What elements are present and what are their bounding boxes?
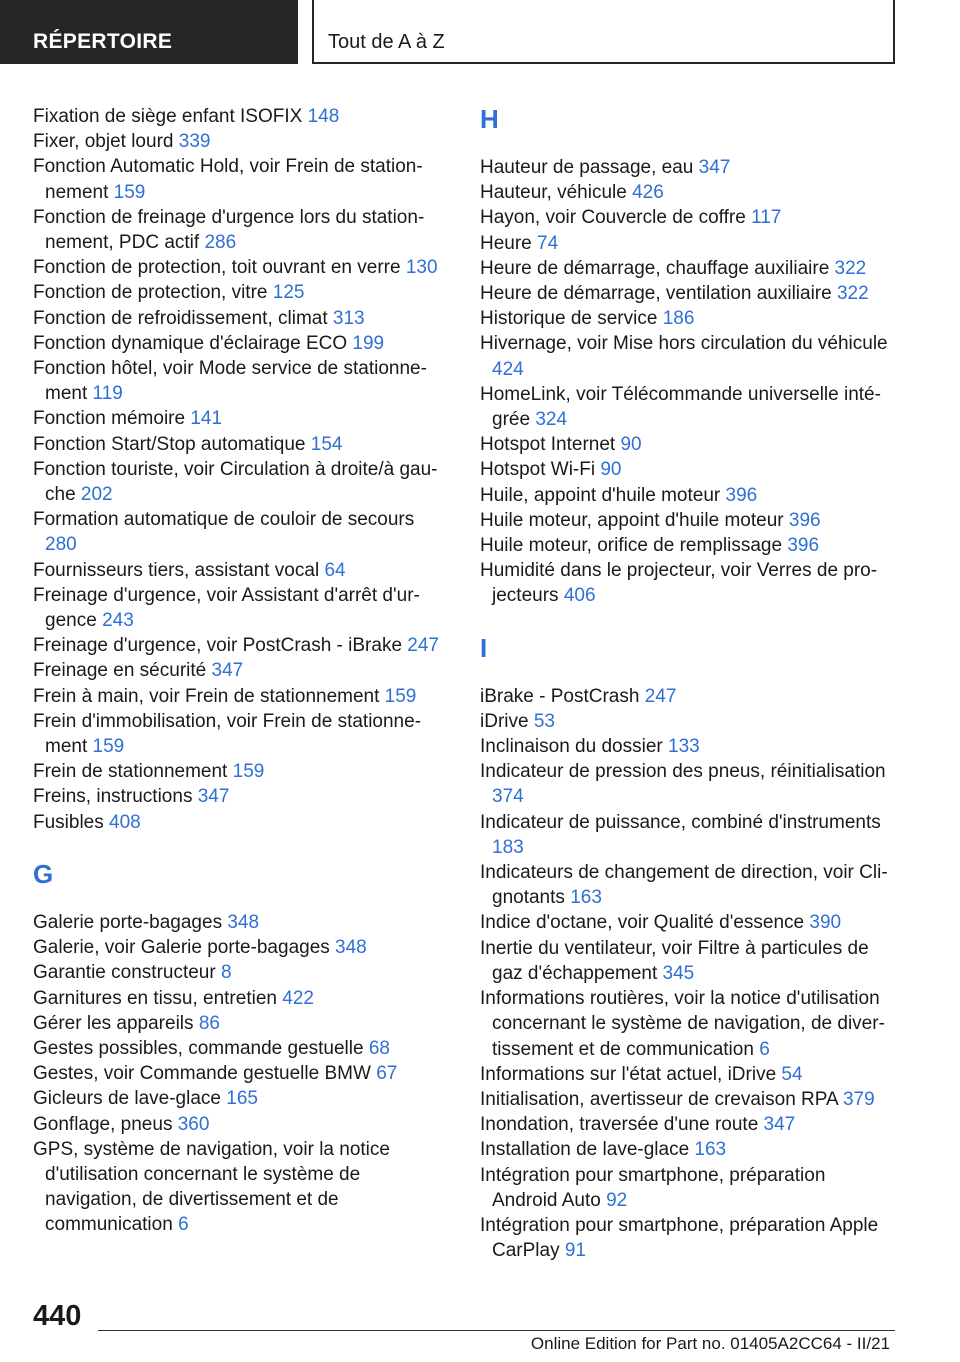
page-reference-link[interactable]: 8 [220, 962, 232, 984]
index-entry-text: Huile moteur, appoint d'huile moteur [480, 509, 784, 531]
index-column-right [480, 104, 890, 1263]
page-reference-link[interactable]: 133 [668, 736, 700, 758]
index-entry [480, 910, 890, 935]
page-reference-link[interactable]: 347 [197, 786, 230, 808]
index-entry [480, 860, 890, 910]
index-entry-text: Frein à main, voir Frein de stationnement [33, 685, 380, 707]
index-entry [33, 129, 443, 154]
page-reference-link[interactable]: 90 [600, 459, 622, 481]
page-reference-link[interactable]: 183 [492, 836, 524, 858]
index-entry [480, 483, 890, 508]
index-entry-text: Inondation, traversée d'une route [480, 1114, 759, 1136]
index-entry [33, 633, 443, 658]
index-entry [480, 231, 890, 256]
index-entry-text: Hauteur, véhicule [480, 182, 627, 204]
index-entry-text: Indice d'octane, voir Qualité d'essence [480, 912, 805, 934]
index-entry-text: iBrake - PostCrash [480, 685, 640, 707]
page-reference-link[interactable]: 424 [492, 358, 524, 380]
page-reference-link[interactable]: 199 [352, 332, 385, 354]
page-reference-link[interactable]: 202 [80, 484, 113, 506]
index-entry-text: Frein de stationnement [33, 761, 228, 783]
page-reference-link[interactable]: 406 [563, 585, 596, 607]
page-reference-link[interactable]: 74 [537, 232, 559, 254]
index-entry [33, 1112, 443, 1137]
index-entry-text: Initialisation, avertisseur de crevaison RPA [480, 1088, 838, 1110]
page-reference-link[interactable]: 68 [368, 1037, 390, 1059]
index-entry-text: Fixer, objet lourd [33, 131, 174, 153]
page-reference-link[interactable]: 92 [606, 1189, 628, 1211]
index-entry-text: Garnitures en tissu, entretien [33, 987, 277, 1009]
index-entry-text: HomeLink, voir Télécommande universelle intégrée [480, 383, 881, 431]
index-entry-text: Informations sur l'état actuel, iDrive [480, 1063, 777, 1085]
index-entry [480, 734, 890, 759]
page-reference-link[interactable]: 322 [834, 257, 867, 279]
edition-note: Online Edition for Part no. 01405A2CC64 - II/21 [530, 1334, 890, 1353]
index-entry-text: Heure de démarrage, ventilation auxiliaire [480, 283, 832, 305]
index-entry [480, 180, 890, 205]
index-entry-text: Indicateur de puissance, combiné d'instruments [480, 811, 881, 833]
index-entry [33, 104, 443, 129]
page-reference-link[interactable]: 345 [662, 962, 695, 984]
index-column-left [33, 104, 443, 1238]
index-entry [33, 154, 443, 204]
index-entry-text: Galerie, voir Galerie porte-bagages [33, 937, 330, 959]
footer-divider [98, 1330, 895, 1331]
index-entry [480, 936, 890, 986]
page-reference-link[interactable]: 347 [211, 660, 244, 682]
index-entry [33, 935, 443, 960]
page-reference-link[interactable]: 396 [788, 509, 821, 531]
index-entry [480, 1137, 890, 1162]
index-entry-text: Fixation de siège enfant ISOFIX [33, 106, 303, 127]
page-reference-link[interactable]: 422 [282, 987, 314, 1009]
page-number: 440 [33, 1300, 82, 1332]
index-entry [480, 1112, 890, 1137]
index-entry [33, 331, 443, 356]
index-entry [480, 684, 890, 709]
page-reference-link[interactable]: 348 [335, 937, 367, 959]
index-entry [33, 709, 443, 759]
page-reference-link[interactable]: 390 [809, 912, 842, 934]
index-entry [33, 558, 443, 583]
page-reference-link[interactable]: 396 [725, 484, 758, 506]
page-reference-link[interactable]: 159 [92, 736, 125, 758]
page-reference-link[interactable]: 163 [570, 887, 602, 909]
page-reference-link[interactable]: 374 [492, 786, 524, 808]
index-entry [480, 508, 890, 533]
index-entry [33, 306, 443, 331]
index-entry-text: Galerie porte-bagages [33, 911, 223, 933]
index-entry-text: GPS, système de navigation, voir la notice d'utilisation concernant le système de navigation, de divertissement et de communication [33, 1138, 390, 1236]
index-entry [33, 205, 443, 255]
index-entry-text: Fonction de protection, vitre [33, 282, 268, 304]
index-entry-text: Heure de démarrage, chauffage auxiliaire [480, 257, 830, 279]
index-entry-text: Fonction de refroidissement, climat [33, 307, 328, 329]
page-reference-link[interactable]: 53 [533, 710, 555, 732]
index-entry-text: Gestes possibles, commande gestuelle [33, 1037, 364, 1059]
index-entry-text: Hotspot Internet [480, 434, 616, 456]
index-entry [33, 255, 443, 280]
index-letter-heading: G [33, 858, 54, 889]
index-entry [480, 1087, 890, 1112]
index-entry [33, 759, 443, 784]
page-reference-link[interactable]: 159 [232, 761, 265, 783]
page-reference-link[interactable]: 6 [178, 1214, 189, 1236]
index-entry [33, 1086, 443, 1111]
page-reference-link[interactable]: 243 [102, 610, 134, 632]
index-entry-text: Gestes, voir Commande gestuelle BMW [33, 1063, 371, 1085]
page-reference-link[interactable]: 339 [178, 131, 211, 153]
page-reference-link[interactable]: 348 [227, 911, 260, 933]
index-entry-text: Hotspot Wi-Fi [480, 459, 596, 481]
index-entry-text: Formation automatique de couloir de secours [33, 509, 415, 531]
page-reference-link[interactable]: 280 [45, 534, 77, 556]
index-entry [33, 1061, 443, 1086]
index-entry-text: Fonction Automatic Hold, voir Frein de stationnement [33, 156, 423, 203]
page-reference-link[interactable]: 130 [405, 257, 438, 279]
page-reference-link[interactable]: 6 [759, 1038, 770, 1060]
section-tab: RÉPERTOIRE [0, 0, 298, 64]
index-entry [33, 356, 443, 406]
page-reference-link[interactable]: 86 [198, 1012, 220, 1034]
page-reference-link[interactable]: 163 [694, 1139, 727, 1161]
index-entry [480, 331, 890, 381]
index-entry-text: Freinage d'urgence, voir Assistant d'arrêt d'urgence [33, 584, 420, 632]
page-reference-link[interactable]: 54 [781, 1063, 803, 1085]
index-entry-text: Historique de service [480, 308, 658, 330]
page-reference-link[interactable]: 247 [407, 635, 439, 657]
page-reference-link[interactable]: 90 [620, 434, 642, 456]
page-reference-link[interactable]: 347 [698, 157, 731, 178]
page-reference-link[interactable]: 186 [662, 308, 695, 330]
index-entry [480, 382, 890, 432]
page-reference-link[interactable]: 154 [310, 433, 343, 455]
page-reference-link[interactable]: 347 [763, 1114, 796, 1136]
index-entry-text: Intégration pour smartphone, préparation Android Auto [480, 1164, 826, 1211]
index-entry [33, 1036, 443, 1061]
index-entry-text: Intégration pour smartphone, préparation Apple CarPlay [480, 1214, 879, 1262]
index-entry [33, 280, 443, 305]
index-entry-text: Fonction Start/Stop automatique [33, 433, 306, 455]
page-reference-link[interactable]: 141 [190, 408, 223, 430]
index-entry-text: Fonction dynamique d'éclairage ECO [33, 332, 348, 354]
index-entry [33, 583, 443, 633]
index-group-g [33, 910, 443, 1238]
index-entry-text: Humidité dans le projecteur, voir Verres de projecteurs [480, 560, 878, 607]
index-entry [33, 432, 443, 457]
index-group-i [480, 684, 890, 1264]
index-entry-text: Frein d'immobilisation, voir Frein de stationnement [33, 710, 422, 758]
index-entry-text: Hivernage, voir Mise hors circulation du véhicule [480, 333, 888, 355]
page-reference-link[interactable]: 119 [92, 383, 123, 405]
index-entry [480, 709, 890, 734]
index-entry [33, 910, 443, 935]
page-reference-link[interactable]: 247 [644, 685, 677, 707]
index-group-h [480, 155, 890, 609]
page-reference-link[interactable]: 165 [226, 1088, 258, 1110]
index-letter-heading: H [480, 104, 499, 134]
page-header [0, 0, 960, 66]
index-entry [480, 1062, 890, 1087]
index-entry [480, 281, 890, 306]
index-entry [480, 986, 890, 1062]
index-entry [33, 1137, 443, 1238]
page-reference-link[interactable]: 148 [307, 106, 340, 127]
index-group-f [33, 104, 443, 835]
page-reference-link[interactable]: 313 [332, 307, 365, 329]
page-reference-link[interactable]: 286 [204, 232, 237, 254]
page-reference-link[interactable]: 117 [751, 207, 782, 229]
index-entry [480, 810, 890, 860]
page-reference-link[interactable]: 159 [384, 685, 417, 707]
index-entry-text: Installation de lave-glace [480, 1139, 690, 1161]
index-entry-text: Heure [480, 232, 532, 254]
index-entry-text: Hauteur de passage, eau [480, 157, 694, 178]
index-entry-text: iDrive [480, 710, 529, 732]
index-entry-text: Fonction hôtel, voir Mode service de stationnement [33, 358, 427, 405]
index-entry-text: Informations routières, voir la notice d'utilisation concernant le système de navigation, de divertissement et de communication [480, 988, 885, 1060]
index-entry [480, 759, 890, 809]
index-entry-text: Indicateur de pression des pneus, réinitialisation [480, 761, 886, 783]
page-reference-link[interactable]: 125 [272, 282, 305, 304]
page-reference-link[interactable]: 159 [113, 181, 146, 203]
index-entry-text: Fonction touriste, voir Circulation à droite/à gauche [33, 458, 438, 506]
index-entry [480, 1213, 890, 1263]
index-entry [33, 684, 443, 709]
page-reference-link[interactable]: 396 [787, 535, 820, 557]
index-entry [33, 784, 443, 809]
index-entry-text: Indicateurs de changement de direction, voir Clignotants [480, 862, 888, 909]
index-entry [33, 507, 443, 557]
page-reference-link[interactable]: 91 [564, 1240, 586, 1262]
page-reference-link[interactable]: 67 [376, 1063, 398, 1085]
index-entry-text: Fusibles [33, 811, 104, 833]
index-entry-text: Gicleurs de lave-glace [33, 1088, 221, 1110]
index-entry [480, 457, 890, 482]
index-entry [33, 960, 443, 985]
index-entry-text: Hayon, voir Couvercle de coffre [480, 207, 746, 229]
index-entry-text: Huile, appoint d'huile moteur [480, 484, 721, 506]
index-entry [480, 256, 890, 281]
index-letter-heading: I [480, 632, 488, 663]
index-entry-text: Inclinaison du dossier [480, 736, 663, 758]
index-entry [480, 155, 890, 180]
index-entry-text: Garantie constructeur [33, 962, 216, 984]
page-reference-link[interactable]: 324 [535, 409, 568, 431]
index-entry-text: Fonction de freinage d'urgence lors du stationnement, PDC actif [33, 206, 425, 254]
index-entry-text: Freinage en sécurité [33, 660, 207, 682]
page-reference-link[interactable]: 426 [632, 182, 664, 204]
index-entry-text: Gonflage, pneus [33, 1113, 173, 1135]
page-reference-link[interactable]: 64 [324, 559, 346, 581]
index-entry [480, 205, 890, 230]
index-entry-text: Gérer les appareils [33, 1012, 194, 1034]
index-entry [480, 1163, 890, 1213]
topic-tab: Tout de A à Z [312, 0, 895, 64]
index-entry [480, 432, 890, 457]
index-entry [480, 306, 890, 331]
index-entry-text: Freins, instructions [33, 786, 193, 808]
page-reference-link[interactable]: 322 [836, 283, 869, 305]
index-entry [33, 658, 443, 683]
index-entry [33, 810, 443, 835]
page-reference-link[interactable]: 379 [842, 1088, 875, 1110]
index-entry-text: Inertie du ventilateur, voir Filtre à particules de gaz d'échappement [480, 937, 869, 984]
index-entry-text: Huile moteur, orifice de remplissage [480, 535, 783, 557]
index-entry [33, 986, 443, 1011]
index-entry-text: Freinage d'urgence, voir PostCrash - iBrake [33, 635, 403, 657]
index-entry [33, 1011, 443, 1036]
index-entry [480, 558, 890, 608]
index-entry [33, 406, 443, 431]
index-entry-text: Fonction de protection, toit ouvrant en verre [33, 257, 401, 279]
index-entry-text: Fonction mémoire [33, 408, 186, 430]
index-entry-text: Fournisseurs tiers, assistant vocal [33, 559, 320, 581]
index-entry [480, 533, 890, 558]
page-reference-link[interactable]: 408 [109, 811, 141, 833]
index-entry [33, 457, 443, 507]
page-reference-link[interactable]: 360 [177, 1113, 210, 1135]
